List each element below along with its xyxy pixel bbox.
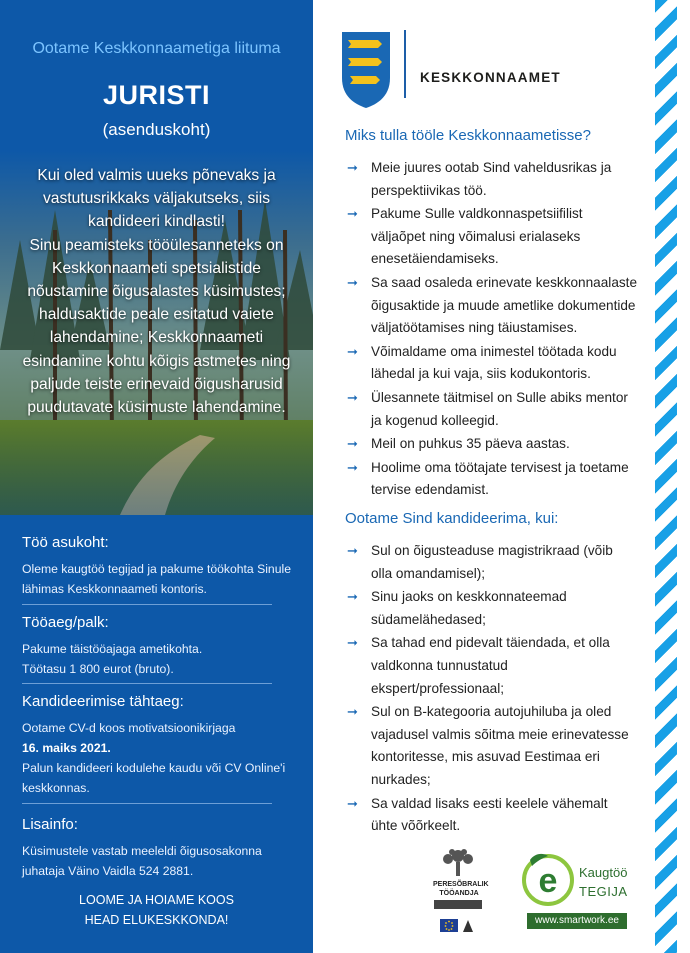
requirements-list bbox=[347, 540, 637, 839]
slogan bbox=[0, 890, 313, 930]
worktime-section bbox=[22, 614, 297, 679]
extra-heading: Lisainfo: bbox=[22, 816, 78, 833]
arrow-right-icon: ➞ bbox=[347, 389, 358, 405]
smartwork-logo-icon bbox=[512, 852, 632, 912]
intro-area bbox=[0, 0, 313, 515]
deadline-date: 16. maiks 2021. bbox=[22, 741, 111, 755]
arrow-right-icon: ➞ bbox=[347, 589, 358, 605]
slogan-line1: LOOME JA HOIAME KOOS bbox=[79, 893, 234, 907]
arrow-right-icon: ➞ bbox=[347, 459, 358, 475]
list-item: ➞ Meie juures ootab Sind vaheldusrikas ja perspektiivikas töö. bbox=[347, 157, 637, 202]
smartwork-url: www.smartwork.ee bbox=[527, 913, 627, 929]
arrow-right-icon: ➞ bbox=[347, 543, 358, 558]
list-item: ➞ Sa valdad lisaks eesti keelele vähemalt ühte võõrkeelt. bbox=[347, 793, 637, 838]
slogan-line2: HEAD ELUKESKKONDA! bbox=[84, 913, 229, 927]
list-item: ➞ Ülesannete täitmisel on Sulle abiks mentor ja kogenud kolleegid. bbox=[347, 387, 637, 432]
job-subtitle: (asenduskoht) bbox=[102, 120, 211, 139]
eu-flag-icon bbox=[440, 916, 480, 936]
divider bbox=[22, 683, 272, 684]
deadline-section bbox=[22, 693, 297, 798]
extra-section bbox=[22, 816, 297, 881]
label-bar bbox=[434, 900, 482, 909]
arrow-right-icon: ➞ bbox=[347, 274, 358, 290]
kaugtoo-word: Kaugtöö bbox=[579, 865, 628, 880]
left-panel bbox=[0, 0, 313, 953]
why-list bbox=[347, 157, 637, 503]
arrow-right-icon: ➞ bbox=[347, 206, 358, 222]
family-tree-icon bbox=[432, 848, 484, 880]
intro-paragraph-2: Sinu peamisteks tööülesanneteks on Keskkonnaameti spetsialistide nõustamine õigusalastes küsimustes; haldusaktide peale esitatud vaiete lahendamine; Keskkonnaameti esindamine kohtu kõigis astmetes ning paljude teiste erinevaid õigusharusid puudutavate küsimuste lahendamine. bbox=[22, 236, 291, 417]
arrow-right-icon: ➞ bbox=[347, 795, 358, 811]
worktime-line2: Töötasu 1 800 eurot (bruto). bbox=[22, 662, 174, 676]
deadline-line1: Ootame CV-d koos motivatsioonikirjaga bbox=[22, 721, 236, 735]
list-item: ➞ Sa saad osaleda erinevate keskkonnaalaste õigusaktide ja muude ametlike dokumentide väljatöötamises ning täiustamises. bbox=[347, 272, 637, 340]
arrow-right-icon: ➞ bbox=[347, 160, 358, 175]
list-item: ➞ Meil on puhkus 35 päeva aastas. bbox=[347, 433, 637, 456]
tegija-word: TEGIJA bbox=[579, 884, 628, 899]
worktime-heading: Tööaeg/palk: bbox=[22, 614, 109, 631]
deadline-line3: Palun kandideeri kodulehe kaudu või CV Online'i keskkonnas. bbox=[22, 761, 286, 795]
divider bbox=[22, 604, 272, 605]
svg-text:e: e bbox=[538, 862, 558, 900]
arrow-right-icon: ➞ bbox=[347, 436, 358, 452]
brand-name: KESKKONNAAMET bbox=[420, 70, 561, 85]
family-friendly-employer-label: PERESÕBRALIK TÖÖANDJA bbox=[433, 881, 489, 897]
logo-divider bbox=[404, 30, 406, 98]
list-item: ➞ Hoolime oma töötajate tervisest ja toetame tervise edendamist. bbox=[347, 457, 637, 502]
why-heading: Miks tulla tööle Keskkonnaametisse? bbox=[345, 127, 591, 144]
arrow-right-icon: ➞ bbox=[347, 343, 358, 359]
invite-text: Ootame Keskkonnaametiga liituma bbox=[32, 40, 281, 57]
arrow-right-icon: ➞ bbox=[347, 635, 358, 651]
list-item: ➞ Pakume Sulle valdkonnaspetsiifilist väljaõpet ning võimalusi erialaseks enesetäiendamiseks. bbox=[347, 203, 637, 271]
job-title: JURISTI bbox=[102, 80, 211, 110]
location-text: Oleme kaugtöö tegijad ja pakume töökohta Sinule lähimas Keskkonnaameti kontoris. bbox=[22, 562, 291, 596]
list-item: ➞ Võimaldame oma inimestel töötada kodu lähedal ja kui vaja, siis kodukontoris. bbox=[347, 341, 637, 386]
location-section bbox=[22, 534, 297, 599]
intro-text bbox=[20, 164, 293, 419]
list-item: ➞ Sul on õigusteaduse magistrikraad (võib olla omandamisel); bbox=[347, 540, 637, 585]
arrow-right-icon: ➞ bbox=[347, 704, 358, 720]
decorative-stripe bbox=[655, 0, 677, 953]
requirements-heading: Ootame Sind kandideerima, kui: bbox=[345, 510, 559, 527]
divider bbox=[22, 803, 272, 804]
deadline-heading: Kandideerimise tähtaeg: bbox=[22, 693, 184, 710]
list-item: ➞ Sa tahad end pidevalt täiendada, et olla valdkonna tunnustatud ekspert/professionaal; bbox=[347, 632, 637, 700]
extra-text: Küsimustele vastab meeleldi õigusosakonna juhataja Väino Vaidla 524 2881. bbox=[22, 844, 262, 878]
intro-paragraph-1: Kui oled valmis uueks põnevaks ja vastutusrikkaks väljakutseks, siis kandideeri kindlasti! bbox=[37, 167, 276, 231]
list-item: ➞ Sinu jaoks on keskkonnateemad südamelähedased; bbox=[347, 586, 637, 631]
list-item: ➞ Sul on B-kategooria autojuhiluba ja oled vajadusel valmis sõitma meie erinevatesse kontoritesse, mis asuvad Eestimaa eri nurkades; bbox=[347, 701, 637, 791]
location-heading: Töö asukoht: bbox=[22, 534, 109, 551]
worktime-line1: Pakume täistööajaga ametikohta. bbox=[22, 642, 203, 656]
three-lions-crest-icon bbox=[340, 30, 392, 110]
